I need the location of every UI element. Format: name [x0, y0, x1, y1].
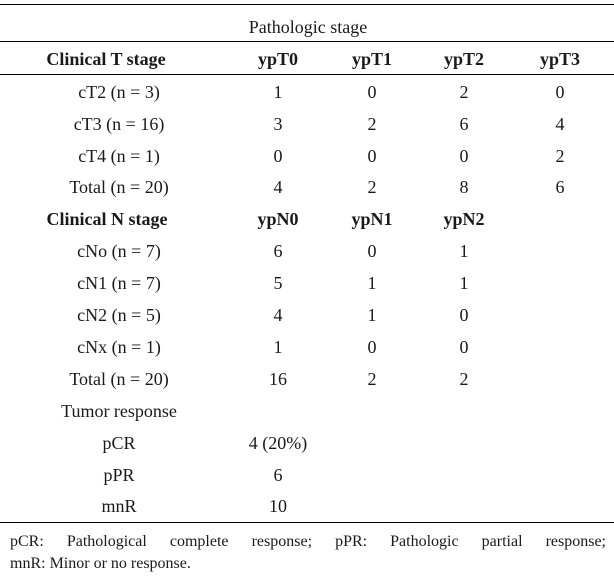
table-cell: 1	[367, 273, 377, 293]
table-footnote	[10, 531, 606, 575]
table-cell: 6	[273, 241, 283, 261]
row-label: cNx (n = 1)	[77, 337, 161, 357]
table-cell: 6	[555, 177, 565, 197]
tumor-response-label: Tumor response	[61, 401, 177, 421]
table-cell: 3	[273, 114, 283, 134]
table-cell: 4	[273, 305, 283, 325]
row-label: cT2 (n = 3)	[78, 82, 160, 102]
table-cell: 4	[555, 114, 565, 134]
row-label: mnR	[101, 496, 137, 516]
table-cell: 4	[273, 177, 283, 197]
table-cell: 6	[459, 114, 469, 134]
table-cell: 0	[367, 82, 377, 102]
table-top-rule	[0, 4, 614, 5]
table-cell: 0	[555, 82, 565, 102]
table-cell: 10	[269, 496, 287, 516]
t-stage-col-ypt0: ypT0	[257, 49, 299, 69]
n-stage-col-ypn1: ypN1	[351, 209, 393, 229]
table-cell: 4 (20%)	[248, 433, 308, 453]
table-cell: 1	[273, 337, 283, 357]
table-cell: 0	[459, 337, 469, 357]
table-cell: 5	[273, 273, 283, 293]
table-cell: 0	[367, 241, 377, 261]
n-stage-col-ypn2: ypN2	[443, 209, 485, 229]
table-cell: 0	[367, 337, 377, 357]
footnote-line-2: mnR: Minor or no response.	[10, 555, 191, 572]
table-cell: 16	[269, 369, 287, 389]
table-cell: 1	[273, 82, 283, 102]
row-label: pCR	[102, 433, 136, 453]
table-cell: 0	[459, 146, 469, 166]
row-label: cN1 (n = 7)	[77, 273, 161, 293]
t-stage-col-ypt1: ypT1	[351, 49, 393, 69]
table-cell: 0	[273, 146, 283, 166]
table-cell: 1	[459, 273, 469, 293]
row-label: pPR	[103, 465, 135, 485]
row-label: cNo (n = 7)	[77, 241, 161, 261]
table-cell: 0	[459, 305, 469, 325]
footnote-line-1: pCR: Pathological complete response; pPR: Pathologic partial response;	[10, 533, 606, 550]
table-cell: 2	[367, 177, 377, 197]
t-stage-header-label: Clinical T stage	[46, 49, 166, 69]
table-cell: 0	[367, 146, 377, 166]
row-label: cT3 (n = 16)	[73, 114, 165, 134]
table-cell: 2	[555, 146, 565, 166]
row-label: cN2 (n = 5)	[77, 305, 161, 325]
t-stage-col-ypt3: ypT3	[539, 49, 581, 69]
t-stage-col-ypt2: ypT2	[443, 49, 485, 69]
n-stage-col-ypn0: ypN0	[257, 209, 299, 229]
row-label: cT4 (n = 1)	[78, 146, 160, 166]
row-label: Total (n = 20)	[69, 177, 169, 197]
table-cell: 1	[459, 241, 469, 261]
table-cell: 6	[273, 465, 283, 485]
table-cell: 1	[367, 305, 377, 325]
t-header-rule	[0, 74, 614, 75]
caption-rule	[0, 41, 614, 42]
table-cell: 2	[367, 369, 377, 389]
row-label: Total (n = 20)	[69, 369, 169, 389]
table-caption: Pathologic stage	[248, 17, 368, 37]
table-bottom-rule	[0, 522, 614, 523]
n-stage-header-label: Clinical N stage	[46, 209, 168, 229]
table-cell: 2	[367, 114, 377, 134]
table-cell: 2	[459, 82, 469, 102]
table-cell: 8	[459, 177, 469, 197]
table-cell: 2	[459, 369, 469, 389]
